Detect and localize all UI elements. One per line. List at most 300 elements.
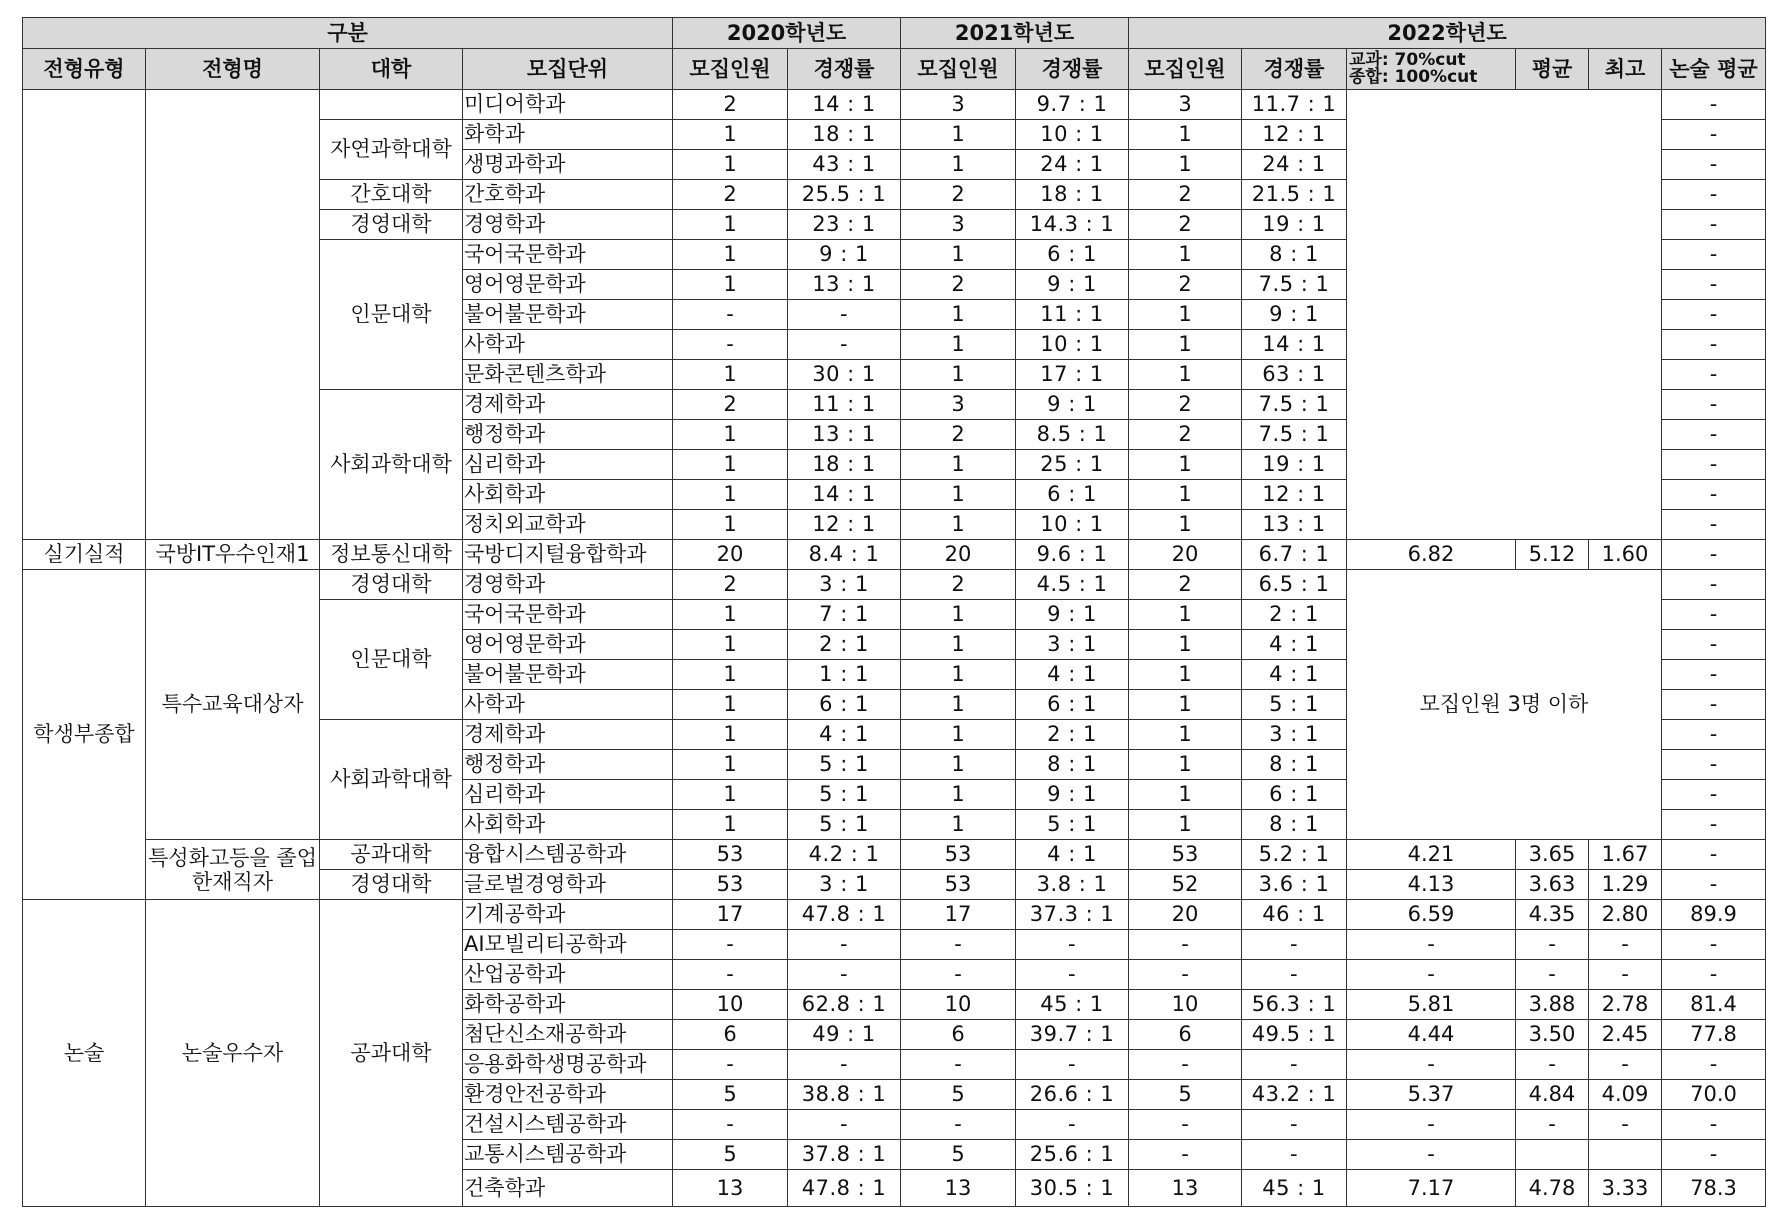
ratio-2020: 38.8 : 1 — [788, 1080, 901, 1110]
unit-cell: 사회학과 — [463, 810, 673, 840]
quota-2021: 1 — [901, 150, 1016, 180]
ratio-2020: 47.8 : 1 — [788, 900, 901, 930]
quota-2020: 1 — [673, 480, 788, 510]
cut-line-2: 종합: 100%cut — [1349, 67, 1478, 87]
essay-avg: - — [1662, 600, 1766, 630]
essay-avg: - — [1662, 300, 1766, 330]
cut-value: 4.21 — [1347, 840, 1516, 870]
cut-value: 5.81 — [1347, 990, 1516, 1020]
ratio-2022: 13 : 1 — [1242, 510, 1347, 540]
quota-2021: 2 — [901, 180, 1016, 210]
unit-cell: 경제학과 — [463, 720, 673, 750]
type-cell: 학생부종합 — [23, 570, 146, 900]
quota-2022: 1 — [1129, 750, 1242, 780]
unit-cell: 건설시스템공학과 — [463, 1110, 673, 1140]
col-quota-2022: 모집인원 — [1129, 49, 1242, 90]
unit-cell: 국방디지털융합학과 — [463, 540, 673, 570]
quota-2022: 53 — [1129, 840, 1242, 870]
quota-2021: 1 — [901, 300, 1016, 330]
avg-value: - — [1516, 1110, 1589, 1140]
type-cell: 논술 — [23, 900, 146, 1207]
ratio-2020: 9 : 1 — [788, 240, 901, 270]
essay-avg: - — [1662, 1140, 1766, 1170]
max-value: 2.78 — [1589, 990, 1662, 1020]
quota-2021: 1 — [901, 780, 1016, 810]
ratio-2020: 43 : 1 — [788, 150, 901, 180]
avg-value: 3.63 — [1516, 870, 1589, 900]
table-row — [23, 90, 1766, 120]
quota-2022: 13 — [1129, 1170, 1242, 1207]
quota-2022: 1 — [1129, 660, 1242, 690]
college-cell-blank — [320, 90, 463, 120]
ratio-2020: 7 : 1 — [788, 600, 901, 630]
ratio-2021: 6 : 1 — [1016, 480, 1129, 510]
unit-cell: 간호학과 — [463, 180, 673, 210]
cut-value: - — [1347, 930, 1516, 960]
quota-2020: - — [673, 330, 788, 360]
ratio-2021: - — [1016, 930, 1129, 960]
unit-cell: 화학과 — [463, 120, 673, 150]
quota-2021: - — [901, 960, 1016, 990]
essay-avg: - — [1662, 630, 1766, 660]
ratio-2020: 2 : 1 — [788, 630, 901, 660]
avg-value: - — [1516, 960, 1589, 990]
ratio-2020: 14 : 1 — [788, 480, 901, 510]
quota-2020: 1 — [673, 120, 788, 150]
ratio-2021: 8 : 1 — [1016, 750, 1129, 780]
quota-2020: 2 — [673, 570, 788, 600]
essay-avg: - — [1662, 240, 1766, 270]
quota-2022: 6 — [1129, 1020, 1242, 1050]
quota-2020: 20 — [673, 540, 788, 570]
ratio-2022: - — [1242, 1050, 1347, 1080]
quota-2022: 2 — [1129, 420, 1242, 450]
unit-cell: 미디어학과 — [463, 90, 673, 120]
essay-avg: - — [1662, 750, 1766, 780]
col-cut — [1347, 49, 1516, 90]
essay-avg: - — [1662, 330, 1766, 360]
quota-2022: 20 — [1129, 540, 1242, 570]
quota-2022: 1 — [1129, 630, 1242, 660]
ratio-2020: 8.4 : 1 — [788, 540, 901, 570]
ratio-2022: 5.2 : 1 — [1242, 840, 1347, 870]
avg-value: 5.12 — [1516, 540, 1589, 570]
quota-2020: 1 — [673, 810, 788, 840]
ratio-2022: 12 : 1 — [1242, 120, 1347, 150]
essay-avg: - — [1662, 270, 1766, 300]
quota-2021: 1 — [901, 510, 1016, 540]
quota-2020: 1 — [673, 690, 788, 720]
unit-cell: 국어국문학과 — [463, 600, 673, 630]
header-2021: 2021학년도 — [901, 18, 1129, 49]
type-cell-blank — [23, 90, 146, 540]
quota-2020: 1 — [673, 450, 788, 480]
essay-avg: - — [1662, 690, 1766, 720]
quota-2020: 1 — [673, 750, 788, 780]
ratio-2020: 3 : 1 — [788, 570, 901, 600]
col-quota-2021: 모집인원 — [901, 49, 1016, 90]
col-unit: 모집단위 — [463, 49, 673, 90]
admission-table — [22, 17, 1766, 1207]
max-value — [1589, 1140, 1662, 1170]
essay-avg: - — [1662, 510, 1766, 540]
quota-2020: 1 — [673, 630, 788, 660]
quota-2020: 1 — [673, 240, 788, 270]
ratio-2022: 56.3 : 1 — [1242, 990, 1347, 1020]
unit-cell: 응용화학생명공학과 — [463, 1050, 673, 1080]
quota-2020: - — [673, 960, 788, 990]
ratio-2022: 8 : 1 — [1242, 240, 1347, 270]
quota-2020: 1 — [673, 360, 788, 390]
quota-2020: 13 — [673, 1170, 788, 1207]
unit-cell: 경영학과 — [463, 210, 673, 240]
unit-cell: 영어영문학과 — [463, 630, 673, 660]
unit-cell: 정치외교학과 — [463, 510, 673, 540]
merged-note: 모집인원 3명 이하 — [1347, 570, 1662, 840]
quota-2021: 53 — [901, 840, 1016, 870]
ratio-2022: 11.7 : 1 — [1242, 90, 1347, 120]
ratio-2022: 7.5 : 1 — [1242, 270, 1347, 300]
unit-cell: 경제학과 — [463, 390, 673, 420]
quota-2022: 10 — [1129, 990, 1242, 1020]
col-ratio-2020: 경쟁률 — [788, 49, 901, 90]
ratio-2020: 6 : 1 — [788, 690, 901, 720]
cut-value: 6.82 — [1347, 540, 1516, 570]
quota-2020: 1 — [673, 150, 788, 180]
ratio-2022: 6.5 : 1 — [1242, 570, 1347, 600]
quota-2022: 1 — [1129, 510, 1242, 540]
ratio-2022: 19 : 1 — [1242, 450, 1347, 480]
name-cell: 논술우수자 — [146, 900, 320, 1207]
essay-avg: - — [1662, 360, 1766, 390]
quota-2022: 2 — [1129, 270, 1242, 300]
unit-cell: 행정학과 — [463, 750, 673, 780]
ratio-2021: 45 : 1 — [1016, 990, 1129, 1020]
max-value: - — [1589, 930, 1662, 960]
unit-cell: 국어국문학과 — [463, 240, 673, 270]
max-value: - — [1589, 1110, 1662, 1140]
ratio-2020: 11 : 1 — [788, 390, 901, 420]
quota-2022: 1 — [1129, 150, 1242, 180]
quota-2022: 1 — [1129, 690, 1242, 720]
max-value: 2.80 — [1589, 900, 1662, 930]
essay-avg: 89.9 — [1662, 900, 1766, 930]
quota-2021: 3 — [901, 210, 1016, 240]
college-cell: 인문대학 — [320, 240, 463, 390]
quota-2021: 2 — [901, 420, 1016, 450]
ratio-2020: 5 : 1 — [788, 780, 901, 810]
table-row — [23, 840, 1766, 870]
ratio-2022: 46 : 1 — [1242, 900, 1347, 930]
ratio-2021: 26.6 : 1 — [1016, 1080, 1129, 1110]
unit-cell: 문화콘텐츠학과 — [463, 360, 673, 390]
quota-2022: 2 — [1129, 390, 1242, 420]
quota-2022: 1 — [1129, 480, 1242, 510]
essay-avg: - — [1662, 930, 1766, 960]
essay-avg: - — [1662, 540, 1766, 570]
quota-2022: - — [1129, 1140, 1242, 1170]
quota-2021: - — [901, 930, 1016, 960]
quota-2020: 2 — [673, 180, 788, 210]
ratio-2021: 17 : 1 — [1016, 360, 1129, 390]
max-value: - — [1589, 1050, 1662, 1080]
ratio-2021: 9 : 1 — [1016, 270, 1129, 300]
col-max: 최고 — [1589, 49, 1662, 90]
ratio-2022: 19 : 1 — [1242, 210, 1347, 240]
avg-value: 3.65 — [1516, 840, 1589, 870]
unit-cell: 사회학과 — [463, 480, 673, 510]
ratio-2021: 4 : 1 — [1016, 840, 1129, 870]
ratio-2021: 6 : 1 — [1016, 240, 1129, 270]
ratio-2020: 25.5 : 1 — [788, 180, 901, 210]
ratio-2022: 45 : 1 — [1242, 1170, 1347, 1207]
ratio-2020: 12 : 1 — [788, 510, 901, 540]
quota-2020: 53 — [673, 870, 788, 900]
header-2020: 2020학년도 — [673, 18, 901, 49]
essay-avg: 77.8 — [1662, 1020, 1766, 1050]
quota-2021: - — [901, 1050, 1016, 1080]
ratio-2020: 18 : 1 — [788, 120, 901, 150]
ratio-2020: - — [788, 1050, 901, 1080]
essay-avg: - — [1662, 1110, 1766, 1140]
quota-2022: 1 — [1129, 120, 1242, 150]
avg-value: 3.50 — [1516, 1020, 1589, 1050]
ratio-2020: 49 : 1 — [788, 1020, 901, 1050]
quota-2022: 5 — [1129, 1080, 1242, 1110]
quota-2021: 3 — [901, 390, 1016, 420]
quota-2021: 13 — [901, 1170, 1016, 1207]
quota-2021: 1 — [901, 120, 1016, 150]
unit-cell: 융합시스템공학과 — [463, 840, 673, 870]
max-value: 2.45 — [1589, 1020, 1662, 1050]
ratio-2021: 25.6 : 1 — [1016, 1140, 1129, 1170]
cut-value: - — [1347, 960, 1516, 990]
ratio-2021: 9.6 : 1 — [1016, 540, 1129, 570]
stats-blank-block — [1347, 90, 1662, 540]
quota-2021: 1 — [901, 720, 1016, 750]
cut-value: - — [1347, 1140, 1516, 1170]
cut-value: 5.37 — [1347, 1080, 1516, 1110]
ratio-2022: 12 : 1 — [1242, 480, 1347, 510]
max-value: 1.67 — [1589, 840, 1662, 870]
table-row — [23, 540, 1766, 570]
quota-2020: 1 — [673, 720, 788, 750]
quota-2020: 1 — [673, 600, 788, 630]
quota-2021: - — [901, 1110, 1016, 1140]
ratio-2020: 13 : 1 — [788, 270, 901, 300]
ratio-2021: 3.8 : 1 — [1016, 870, 1129, 900]
ratio-2021: 37.3 : 1 — [1016, 900, 1129, 930]
quota-2020: 2 — [673, 90, 788, 120]
col-essay: 논술 평균 — [1662, 49, 1766, 90]
quota-2021: 17 — [901, 900, 1016, 930]
ratio-2022: 9 : 1 — [1242, 300, 1347, 330]
ratio-2021: 24 : 1 — [1016, 150, 1129, 180]
ratio-2022: 7.5 : 1 — [1242, 390, 1347, 420]
essay-avg: - — [1662, 180, 1766, 210]
unit-cell: 불어불문학과 — [463, 300, 673, 330]
quota-2022: 3 — [1129, 90, 1242, 120]
ratio-2022: 5 : 1 — [1242, 690, 1347, 720]
essay-avg: - — [1662, 810, 1766, 840]
avg-value: - — [1516, 1050, 1589, 1080]
ratio-2020: 37.8 : 1 — [788, 1140, 901, 1170]
max-value: 4.09 — [1589, 1080, 1662, 1110]
quota-2020: 1 — [673, 780, 788, 810]
quota-2022: 1 — [1129, 720, 1242, 750]
essay-avg: - — [1662, 1050, 1766, 1080]
ratio-2021: 30.5 : 1 — [1016, 1170, 1129, 1207]
unit-cell: 사학과 — [463, 690, 673, 720]
quota-2021: 20 — [901, 540, 1016, 570]
table-row — [23, 570, 1766, 600]
ratio-2021: 10 : 1 — [1016, 510, 1129, 540]
ratio-2021: 14.3 : 1 — [1016, 210, 1129, 240]
essay-avg: - — [1662, 840, 1766, 870]
ratio-2022: - — [1242, 1110, 1347, 1140]
ratio-2020: 4 : 1 — [788, 720, 901, 750]
quota-2021: 1 — [901, 330, 1016, 360]
type-cell: 실기실적 — [23, 540, 146, 570]
essay-avg: - — [1662, 780, 1766, 810]
ratio-2022: 43.2 : 1 — [1242, 1080, 1347, 1110]
college-cell: 자연과학대학 — [320, 120, 463, 180]
college-cell: 공과대학 — [320, 900, 463, 1207]
essay-avg: - — [1662, 720, 1766, 750]
col-quota-2020: 모집인원 — [673, 49, 788, 90]
ratio-2022: 14 : 1 — [1242, 330, 1347, 360]
quota-2020: 1 — [673, 420, 788, 450]
ratio-2021: 2 : 1 — [1016, 720, 1129, 750]
ratio-2022: 21.5 : 1 — [1242, 180, 1347, 210]
quota-2020: 1 — [673, 510, 788, 540]
ratio-2021: 9.7 : 1 — [1016, 90, 1129, 120]
college-cell: 사회과학대학 — [320, 390, 463, 540]
avg-value — [1516, 1140, 1589, 1170]
essay-avg: 70.0 — [1662, 1080, 1766, 1110]
unit-cell: 불어불문학과 — [463, 660, 673, 690]
quota-2021: 2 — [901, 270, 1016, 300]
quota-2022: 1 — [1129, 330, 1242, 360]
col-ratio-2022: 경쟁률 — [1242, 49, 1347, 90]
ratio-2020: 5 : 1 — [788, 810, 901, 840]
max-value: 1.29 — [1589, 870, 1662, 900]
quota-2021: 2 — [901, 570, 1016, 600]
college-cell: 사회과학대학 — [320, 720, 463, 840]
header-2022: 2022학년도 — [1129, 18, 1766, 49]
name-cell: 특수교육대상자 — [146, 570, 320, 840]
avg-value: 4.78 — [1516, 1170, 1589, 1207]
quota-2022: 1 — [1129, 360, 1242, 390]
col-ratio-2021: 경쟁률 — [1016, 49, 1129, 90]
essay-avg: 81.4 — [1662, 990, 1766, 1020]
essay-avg: - — [1662, 570, 1766, 600]
cut-value: 7.17 — [1347, 1170, 1516, 1207]
quota-2022: 1 — [1129, 600, 1242, 630]
ratio-2022: 3 : 1 — [1242, 720, 1347, 750]
quota-2020: 5 — [673, 1080, 788, 1110]
college-cell: 경영대학 — [320, 570, 463, 600]
college-cell: 정보통신대학 — [320, 540, 463, 570]
quota-2020: 5 — [673, 1140, 788, 1170]
ratio-2021: 11 : 1 — [1016, 300, 1129, 330]
quota-2022: - — [1129, 930, 1242, 960]
quota-2021: 5 — [901, 1140, 1016, 1170]
ratio-2020: 13 : 1 — [788, 420, 901, 450]
quota-2020: 2 — [673, 390, 788, 420]
table-row — [23, 900, 1766, 930]
quota-2020: 1 — [673, 210, 788, 240]
name-cell: 국방IT우수인재1 — [146, 540, 320, 570]
ratio-2020: 23 : 1 — [788, 210, 901, 240]
quota-2020: - — [673, 1050, 788, 1080]
quota-2021: 1 — [901, 360, 1016, 390]
quota-2021: 1 — [901, 750, 1016, 780]
ratio-2021: 9 : 1 — [1016, 600, 1129, 630]
ratio-2020: 30 : 1 — [788, 360, 901, 390]
quota-2022: - — [1129, 960, 1242, 990]
ratio-2021: 18 : 1 — [1016, 180, 1129, 210]
quota-2020: - — [673, 930, 788, 960]
quota-2021: 1 — [901, 240, 1016, 270]
avg-value: 4.84 — [1516, 1080, 1589, 1110]
essay-avg: - — [1662, 480, 1766, 510]
ratio-2022: 49.5 : 1 — [1242, 1020, 1347, 1050]
ratio-2021: 25 : 1 — [1016, 450, 1129, 480]
ratio-2021: - — [1016, 1110, 1129, 1140]
unit-cell: 글로벌경영학과 — [463, 870, 673, 900]
ratio-2020: 1 : 1 — [788, 660, 901, 690]
header-row-years — [23, 18, 1766, 49]
quota-2020: 6 — [673, 1020, 788, 1050]
essay-avg: - — [1662, 660, 1766, 690]
avg-value: 3.88 — [1516, 990, 1589, 1020]
essay-avg: - — [1662, 450, 1766, 480]
unit-cell: 건축학과 — [463, 1170, 673, 1207]
ratio-2022: 6 : 1 — [1242, 780, 1347, 810]
ratio-2022: 8 : 1 — [1242, 750, 1347, 780]
unit-cell: 화학공학과 — [463, 990, 673, 1020]
ratio-2021: - — [1016, 1050, 1129, 1080]
quota-2021: 1 — [901, 480, 1016, 510]
quota-2022: 1 — [1129, 810, 1242, 840]
quota-2020: 1 — [673, 270, 788, 300]
unit-cell: 영어영문학과 — [463, 270, 673, 300]
quota-2020: 53 — [673, 840, 788, 870]
ratio-2021: 9 : 1 — [1016, 780, 1129, 810]
max-value: 3.33 — [1589, 1170, 1662, 1207]
ratio-2022: 4 : 1 — [1242, 630, 1347, 660]
ratio-2022: 24 : 1 — [1242, 150, 1347, 180]
essay-avg: - — [1662, 210, 1766, 240]
quota-2022: - — [1129, 1050, 1242, 1080]
ratio-2022: 3.6 : 1 — [1242, 870, 1347, 900]
cut-value: 6.59 — [1347, 900, 1516, 930]
ratio-2021: - — [1016, 960, 1129, 990]
ratio-2020: 18 : 1 — [788, 450, 901, 480]
max-value: - — [1589, 960, 1662, 990]
essay-avg: - — [1662, 150, 1766, 180]
ratio-2020: - — [788, 330, 901, 360]
ratio-2020: 3 : 1 — [788, 870, 901, 900]
ratio-2021: 10 : 1 — [1016, 330, 1129, 360]
quota-2020: - — [673, 300, 788, 330]
unit-cell: 환경안전공학과 — [463, 1080, 673, 1110]
college-cell: 경영대학 — [320, 870, 463, 900]
ratio-2022: - — [1242, 960, 1347, 990]
quota-2022: 52 — [1129, 870, 1242, 900]
quota-2022: 1 — [1129, 240, 1242, 270]
